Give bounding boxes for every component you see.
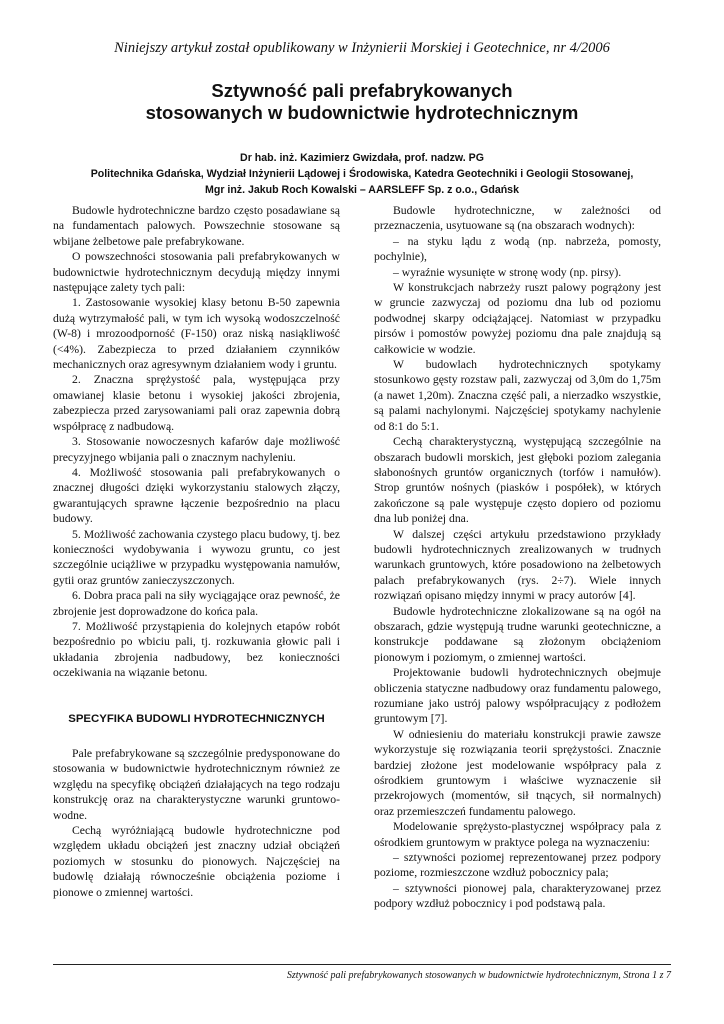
paragraph: Modelowanie sprężysto-plastycznej współpracy pala z ośrodkiem gruntowym w praktyce polega na wyznaczeniu:: [374, 820, 661, 849]
list-item: 1. Zastosowanie wysokiej klasy betonu B-50 zapewnia dużą wytrzymałość pali, w tym ich wysoką wodoszczelność (W-8) i mrozoodporność (F-150) oraz niską nasiąkliwość (<4%). Zabezpiecza to przed działaniem czynników mechanicznych oraz agresywnym działaniem wody i gruntu.: [53, 296, 340, 372]
paragraph: Budowle hydrotechniczne zlokalizowane są na ogół na obszarach, gdzie występują trudne warunki geotechniczne, a konstrukcje poddawane są złożonym obciążeniom pionowym i poziomym, o zmiennej wartości.: [374, 604, 661, 664]
author-line-3: Mgr inż. Jakub Roch Kowalski – AARSLEFF Sp. z o.o., Gdańsk: [205, 184, 519, 196]
dash-item: – wyraźnie wysunięte w stronę wody (np. pirsy).: [393, 265, 622, 279]
list-item: 4. Możliwość stosowania pali prefabrykowanych o znacznej długości dzięki wykorzystaniu stalowych złączy, gwarantujących sprawne łączenie bezpośrednio na placu budowy.: [53, 465, 340, 526]
list-item: 5. Możliwość zachowania czystego placu budowy, tj. bez konieczności wydobywania i wywozu gruntu, co jest szczególnie uciążliwe w przypadku występowania namułów, gytii oraz gruntów zanieczyszczonych.: [53, 527, 340, 587]
article-title: [0, 80, 724, 124]
section-heading: SPECYFIKA BUDOWLI HYDROTECHNICZNYCH: [68, 712, 325, 725]
paragraph: O powszechności stosowania pali prefabrykowanych w budownictwie hydrotechnicznym decydują między innymi następujące zalety tych pali:: [53, 250, 340, 295]
paragraph: Budowle hydrotechniczne bardzo często posadawiane są na fundamentach palowych. Powszechnie stosowane są wbijane żelbetowe pale prefabrykowane.: [53, 204, 340, 248]
list-item: 6. Dobra praca pali na siły wyciągające oraz pewność, że zbrojenie jest doprowadzone do końca pala.: [53, 589, 340, 618]
paragraph: W dalszej części artykułu przedstawiono przykłady budowli hydrotechnicznych zrealizowanych w trudnych warunkach gruntowych, które posadowiono na żelbetowych palach prefabrykowanych (rys. 2÷7). Wiele innych rozwiązań opisano między innymi w pracy autorów [4].: [374, 527, 661, 603]
dash-item: – sztywności pionowej pala, charakteryzowanej przez podpory wzdłuż pobocznicy i pod podstawą pala.: [374, 881, 661, 911]
paragraph: W budowlach hydrotechnicznych spotykamy stosunkowo gęsty rozstaw pali, zazwyczaj od 3,0m do 1,75m (a nawet 1,20m). Znaczna część pali, a nierzadko wszystkie, są palami nachylonymi. Najczęściej spotykamy nachylenie od 8:1 do 5:1.: [374, 358, 661, 433]
paragraph: W odniesieniu do materiału konstrukcji prawie zawsze wykorzystuje się rozwiązania teorii sprężystości. Znacznie bardziej złożone jest modelowanie współpracy pala z ośrodkiem gruntowym i właściwe wyznaczenie sił przekrojowych (momentów, sił tnących, sił normalnych) oraz przemieszczeń fundamentu palowego.: [374, 727, 661, 818]
paragraph: W konstrukcjach nabrzeży ruszt palowy pogrążony jest w gruncie zazwyczaj od poziomu dna lub od poziomu podwodnej skarpy odciążającej. Natomiast w przypadku pirsów i pomostów powyżej poziomu dna pale znajdują są całkowicie w wodzie.: [374, 281, 661, 356]
left-column: [53, 203, 340, 900]
authors-block: [0, 150, 724, 198]
list-item: 2. Znaczna sprężystość pala, występująca przy omawianej klasie betonu i wysokiej jakości zbrojenia, zabezpiecza przed zarysowaniami pali oraz zapewnia dobrą współpracę z nadbudową.: [53, 373, 340, 433]
paragraph: Budowle hydrotechniczne, w zależności od przeznaczenia, usytuowane są (na obszarach wodnych):: [374, 204, 661, 233]
right-column: [374, 203, 661, 912]
list-item: 3. Stosowanie nowoczesnych kafarów daje możliwość precyzyjnego wbijania pali o znacznym nachyleniu.: [53, 435, 340, 464]
author-line-2: Politechnika Gdańska, Wydział Inżynierii Lądowej i Środowiska, Katedra Geotechniki i Geologii Stosowanej,: [90, 168, 634, 180]
paragraph: Projektowanie budowli hydrotechnicznych obejmuje obliczenia statyczne nadbudowy oraz fundamentu palowego, rozumiane jako ustrój palowy współpracujący z podłożem gruntowym [7].: [374, 666, 661, 726]
dash-item: – na styku lądu z wodą (np. nabrzeża, pomosty, pochylnie),: [374, 234, 661, 264]
journal-note: Niniejszy artykuł został opublikowany w Inżynierii Morskiej i Geotechnice, nr 4/2006: [114, 40, 610, 56]
dash-item: – sztywności poziomej reprezentowanej przez podpory poziome, rozmieszczone wzdłuż pobocznicy pala;: [374, 851, 661, 880]
list-item: 7. Możliwość przystąpienia do kolejnych etapów robót bezpośrednio po wbiciu pali, tj. rozkuwania głowic pali i układania zbrojenia nadbudowy, bez konieczności oczekiwania na wiązanie betonu.: [53, 619, 340, 680]
paragraph: Pale prefabrykowane są szczególnie predysponowane do stosowania w budownictwie hydrotechnicznym również ze względu na specyfikę obciążeń działających na tego rodzaju konstrukcję oraz na charakterystyczne warunki gruntowo-wodne.: [53, 747, 340, 822]
paragraph: Cechą charakterystyczną, występującą szczególnie na obszarach budowli morskich, jest głęboki poziom zalegania słabonośnych gruntów organicznych (torfów i namułów). Strop gruntów nośnych (piasków i pospółek), w których zakończone są pale występuje często dopiero od poziomu dna lub poniżej dna.: [374, 435, 661, 526]
title-line-1: Sztywność pali prefabrykowanych: [211, 80, 513, 101]
paragraph: Cechą wyróżniającą budowle hydrotechniczne pod względem układu obciążeń jest znaczny udział obciążeń poziomych w stosunku do pionowych. Najczęściej na budowlę działają równocześnie obciążenia poziome i pionowe o zmiennej wartości.: [53, 824, 340, 899]
author-line-1: Dr hab. inż. Kazimierz Gwizdała, prof. nadzw. PG: [240, 152, 484, 164]
page-footer: Sztywność pali prefabrykowanych stosowanych w budownictwie hydrotechnicznym, Strona 1 z 7: [286, 970, 671, 981]
title-line-2: stosowanych w budownictwie hydrotechnicznym: [145, 102, 579, 123]
footer-divider: [53, 964, 671, 965]
